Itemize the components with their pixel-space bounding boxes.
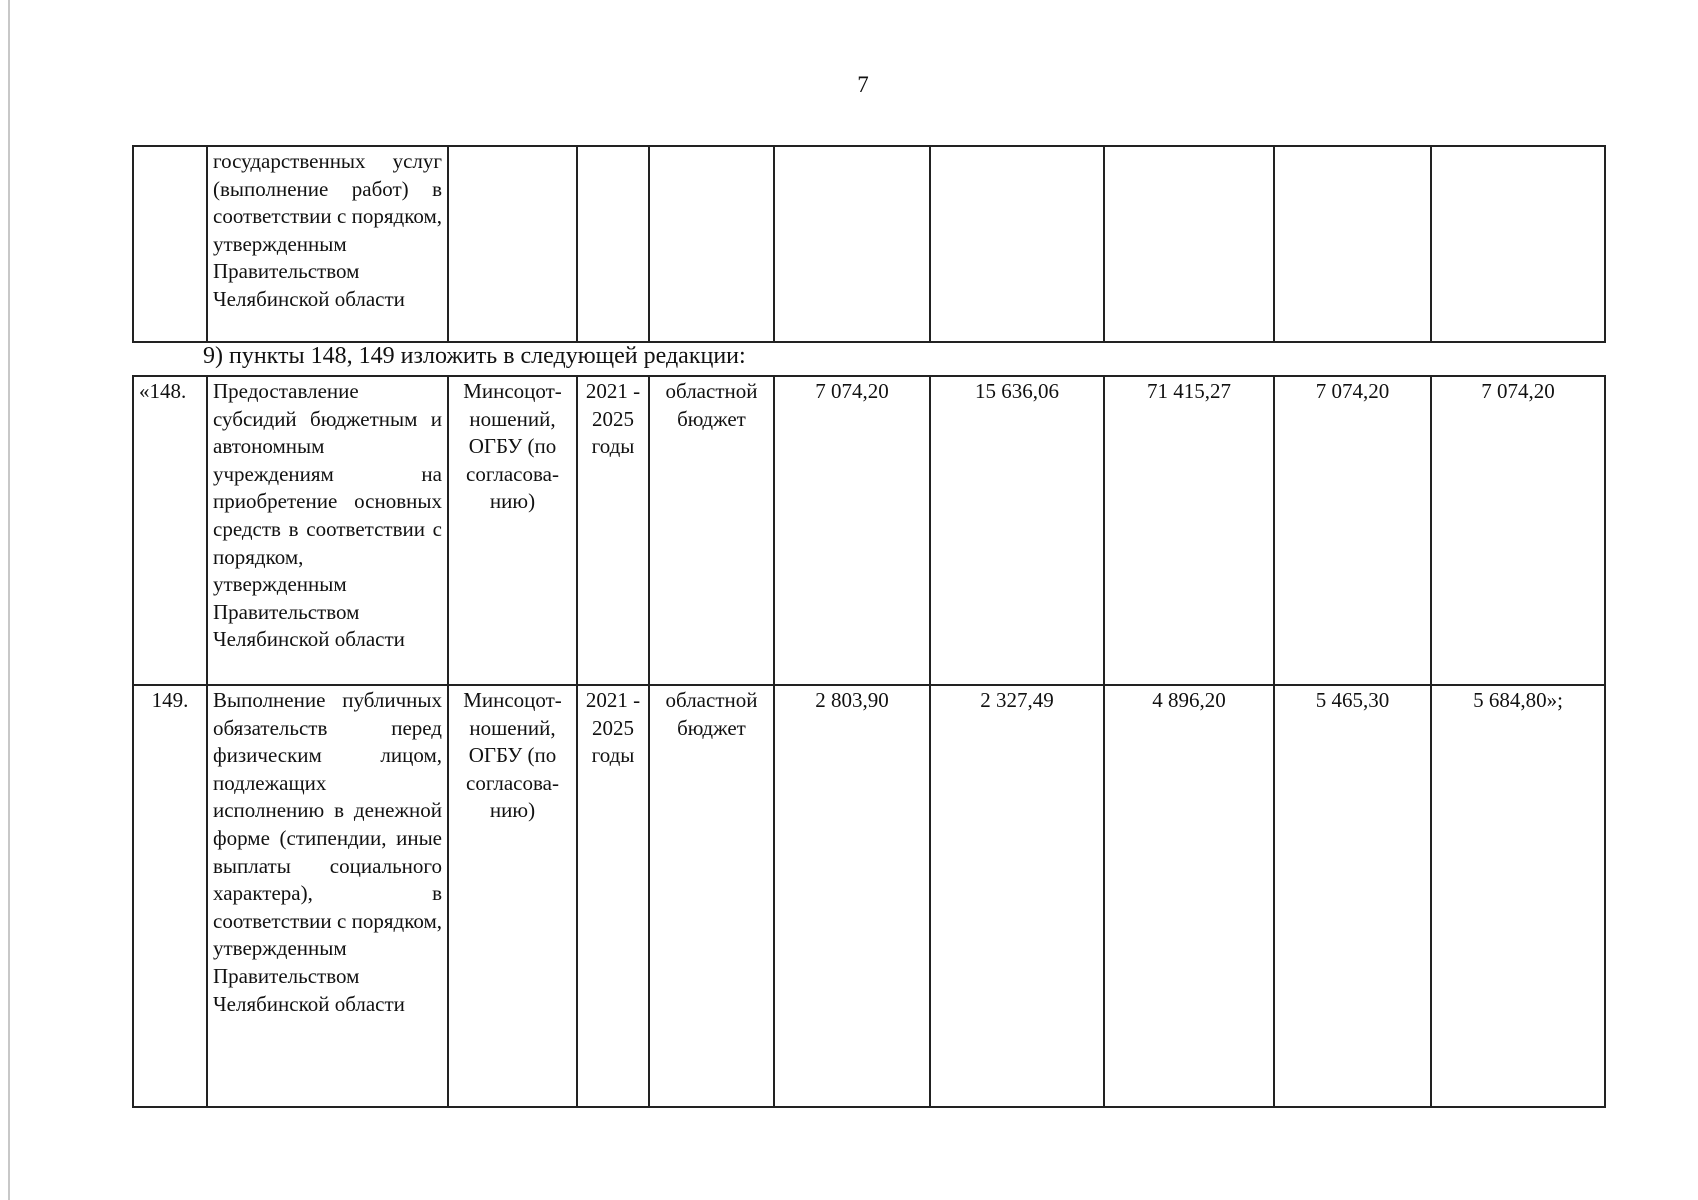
cell-value-5 [1431,146,1605,342]
row-value-1: 2 803,90 [774,685,930,1107]
cell-executor [448,146,577,342]
cell-no [133,146,207,342]
row-value-4: 5 465,30 [1274,685,1431,1107]
table-row [133,685,1605,1107]
cell-value-3 [1104,146,1274,342]
row-value-3: 4 896,20 [1104,685,1274,1107]
cell-value-4 [1274,146,1431,342]
row-source: областной бюджет [649,376,774,685]
row-value-4: 7 074,20 [1274,376,1431,685]
row-name: Предоставление субсидий бюджетным и автономным учреждениям на приобретение основных средств в соответствии с порядком, утвержденным Правительством Челябинской области [207,376,448,685]
cell-period [577,146,649,342]
row-value-5: 7 074,20 [1431,376,1605,685]
row-executor: Минсоцот-ношений, ОГБУ (по согласова-нию) [448,685,577,1107]
scan-edge [8,0,10,1200]
row-value-1: 7 074,20 [774,376,930,685]
page-number: 7 [857,72,869,97]
row-value-3: 71 415,27 [1104,376,1274,685]
cell-source [649,146,774,342]
amendment-table [132,375,1606,1108]
continued-table [132,145,1606,343]
table-row [133,376,1605,685]
cell-value-2 [930,146,1104,342]
row-period: 2021 - 2025 годы [577,685,649,1107]
row-value-2: 2 327,49 [930,685,1104,1107]
row-source: областной бюджет [649,685,774,1107]
section-heading: 9) пункты 148, 149 изложить в следующей редакции: [203,343,746,369]
row-period: 2021 - 2025 годы [577,376,649,685]
row-number: «148. [133,376,207,685]
row-number: 149. [133,685,207,1107]
row-value-2: 15 636,06 [930,376,1104,685]
row-name: Выполнение публичных обязательств перед физическим лицом, подлежащих исполнению в денежной форме (стипендии, иные выплаты социального характера), в соответствии с порядком, утвержденным Правительством Челябинской области [207,685,448,1107]
cell-name: государственных услуг (выполнение работ) в соответствии с порядком, утвержденным Правительством Челябинской области [207,146,448,342]
continued-row [133,146,1605,342]
row-value-5: 5 684,80»; [1431,685,1605,1107]
cell-value-1 [774,146,930,342]
row-executor: Минсоцот-ношений, ОГБУ (по согласова-нию) [448,376,577,685]
